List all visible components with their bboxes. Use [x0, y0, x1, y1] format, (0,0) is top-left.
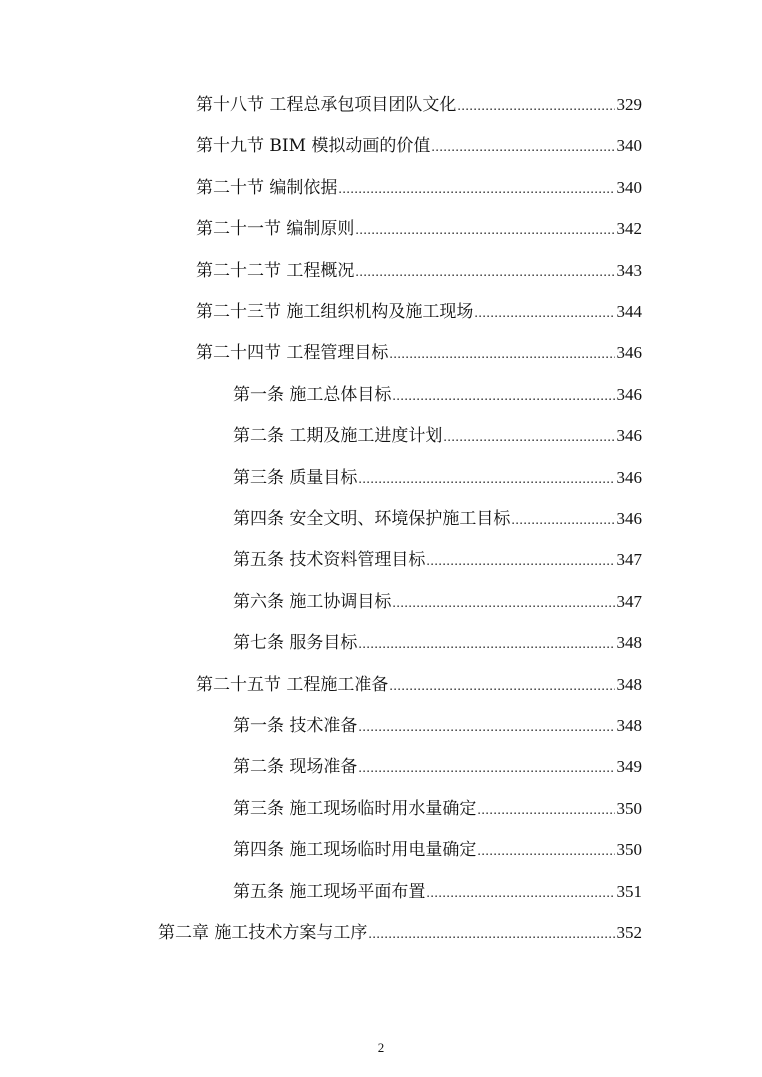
- toc-dot-leader: [443, 423, 614, 453]
- toc-dot-leader: [474, 299, 614, 329]
- toc-dot-leader: [392, 382, 614, 412]
- toc-dot-leader: [368, 920, 614, 950]
- toc-entry-title: 第一条 技术准备: [233, 716, 358, 736]
- toc-entry-title: 第十九节 BIM 模拟动画的价值: [196, 136, 431, 157]
- toc-entry-page: 348: [616, 633, 642, 653]
- toc-entry-page: 343: [616, 260, 642, 280]
- toc-entry[interactable]: [196, 256, 642, 286]
- toc-entry-title: 第二十四节 工程管理目标: [196, 343, 389, 364]
- toc-entry[interactable]: [233, 504, 642, 534]
- toc-entry-title: 第三条 施工现场临时用水量确定: [233, 798, 477, 819]
- toc-entry-page: 351: [616, 881, 642, 901]
- toc-dot-leader: [358, 754, 614, 784]
- toc-entry-page: 348: [616, 716, 642, 735]
- toc-dot-leader: [477, 796, 614, 826]
- toc-entry[interactable]: [233, 711, 642, 741]
- toc-dot-leader: [511, 506, 614, 536]
- toc-entry-title: 第二十五节 工程施工准备: [196, 674, 389, 695]
- toc-dot-leader: [358, 713, 614, 743]
- toc-entry-title: 第二条 工期及施工进度计划: [233, 426, 443, 447]
- toc-entry[interactable]: [233, 835, 642, 865]
- toc-entry-page: 350: [616, 798, 642, 818]
- toc-entry-title: 第三条 质量目标: [233, 467, 358, 488]
- toc-entry[interactable]: [233, 380, 642, 410]
- toc-entry[interactable]: [196, 670, 642, 700]
- toc-entry-page: 348: [616, 674, 642, 694]
- toc-entry[interactable]: [233, 421, 642, 451]
- toc-entry[interactable]: [196, 338, 642, 368]
- toc-entry[interactable]: [233, 752, 642, 782]
- toc-entry-title: 第一条 施工总体目标: [233, 384, 392, 405]
- toc-entry-page: 346: [616, 343, 642, 363]
- toc-entry-page: 340: [616, 177, 642, 197]
- toc-entry-title: 第七条 服务目标: [233, 633, 358, 654]
- toc-dot-leader: [355, 258, 614, 288]
- toc-dot-leader: [389, 340, 614, 370]
- toc-dot-leader: [358, 630, 614, 660]
- toc-dot-leader: [358, 465, 614, 495]
- toc-dot-leader: [457, 92, 614, 122]
- toc-dot-leader: [426, 547, 614, 577]
- toc-entry-title: 第二十一节 编制原则: [196, 219, 355, 240]
- toc-entry-page: 346: [616, 467, 642, 487]
- toc-entry-page: 349: [616, 757, 642, 777]
- toc-entry[interactable]: [196, 131, 642, 161]
- toc-entry-page: 329: [616, 95, 642, 114]
- toc-entry-page: 340: [616, 136, 642, 156]
- toc-entry-page: 346: [616, 509, 642, 528]
- toc-entry[interactable]: [196, 297, 642, 327]
- toc-entry-page: 347: [616, 550, 642, 570]
- toc-entry-page: 342: [616, 219, 642, 239]
- toc-dot-leader: [477, 837, 614, 867]
- toc-entry[interactable]: [196, 214, 642, 244]
- toc-dot-leader: [426, 879, 614, 909]
- toc-entry-page: 346: [616, 384, 642, 404]
- toc-entry-title: 第二十三节 施工组织机构及施工现场: [196, 302, 474, 322]
- toc-entry-page: 350: [616, 840, 642, 860]
- toc-entry[interactable]: [196, 90, 642, 120]
- toc-entry[interactable]: [233, 628, 642, 658]
- toc-entry-title: 第五条 施工现场平面布置: [233, 881, 426, 902]
- toc-entry-title: 第二十节 编制依据: [196, 177, 338, 198]
- toc-entry-title: 第四条 施工现场临时用电量确定: [233, 840, 477, 861]
- toc-entry-title: 第四条 安全文明、环境保护施工目标: [233, 509, 511, 529]
- toc-entry-page: 346: [616, 426, 642, 446]
- toc-dot-leader: [389, 672, 614, 702]
- toc-entry-title: 第二章 施工技术方案与工序: [158, 923, 368, 943]
- toc-entry[interactable]: [233, 587, 642, 617]
- toc-entry[interactable]: [158, 918, 642, 948]
- toc-entry[interactable]: [196, 173, 642, 203]
- toc-entry-title: 第二条 现场准备: [233, 757, 358, 778]
- toc-dot-leader: [392, 589, 614, 619]
- toc-dot-leader: [431, 133, 614, 163]
- toc-entry[interactable]: [233, 877, 642, 907]
- toc-entry[interactable]: [233, 463, 642, 493]
- toc-entry-page: 344: [616, 302, 642, 321]
- toc-dot-leader: [355, 216, 614, 246]
- toc-entry-page: 347: [616, 591, 642, 611]
- toc-entry-title: 第五条 技术资料管理目标: [233, 550, 426, 571]
- toc-entry[interactable]: [233, 545, 642, 575]
- toc-entry-title: 第二十二节 工程概况: [196, 260, 355, 281]
- toc-entry[interactable]: [233, 794, 642, 824]
- toc-dot-leader: [338, 175, 614, 205]
- toc-entry-title: 第六条 施工协调目标: [233, 591, 392, 612]
- page-number: 2: [377, 1040, 385, 1055]
- toc-entry-title: 第十八节 工程总承包项目团队文化: [196, 95, 457, 115]
- toc-entry-page: 352: [616, 923, 642, 942]
